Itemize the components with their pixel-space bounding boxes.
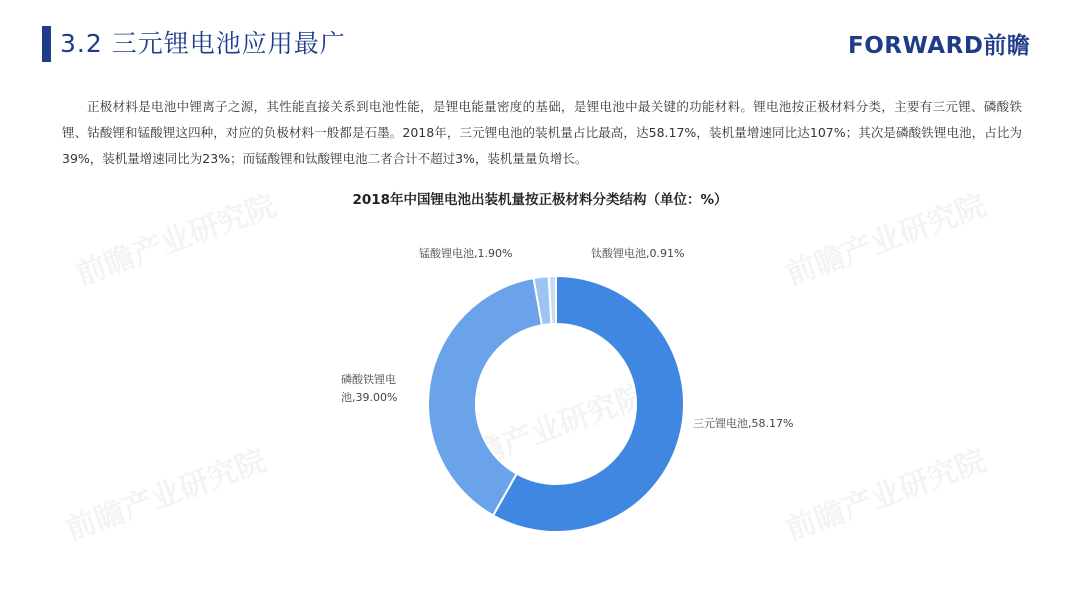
label-lfp-line2: 池,39.00% [341, 391, 398, 404]
page-title: 3.2 三元锂电池应用最广 [60, 29, 346, 58]
label-ternary-lithium: 三元锂电池,58.17% [693, 417, 794, 430]
label-lto: 钛酸锂电池,0.91% [591, 247, 685, 260]
label-lmo: 锰酸锂电池,1.90% [419, 247, 513, 260]
intro-paragraph: 正极材料是电池中锂离子之源，其性能直接关系到电池性能，是锂电能量密度的基础，是锂电池中最关键的功能材料。锂电池按正极材料分类，主要有三元锂、磷酸铁锂、钴酸锂和锰酸锂这四种，对应的负极材料一般都是石墨。2018年，三元锂电池的装机量占比最高，达58.17%，装机量增速同比达107%；其次是磷酸铁锂电池，占比为39%，装机量增速同比为23%；而锰酸锂和钛酸锂电池二者合计不超过3%，装机量量负增长。 [62, 99, 1022, 166]
brand-logo: FORWARD前瞻 [848, 33, 1031, 59]
chart-title: 2018年中国锂电池出装机量按正极材料分类结构（单位：%） [352, 192, 728, 208]
label-lfp-line1: 磷酸铁锂电 [341, 373, 396, 386]
